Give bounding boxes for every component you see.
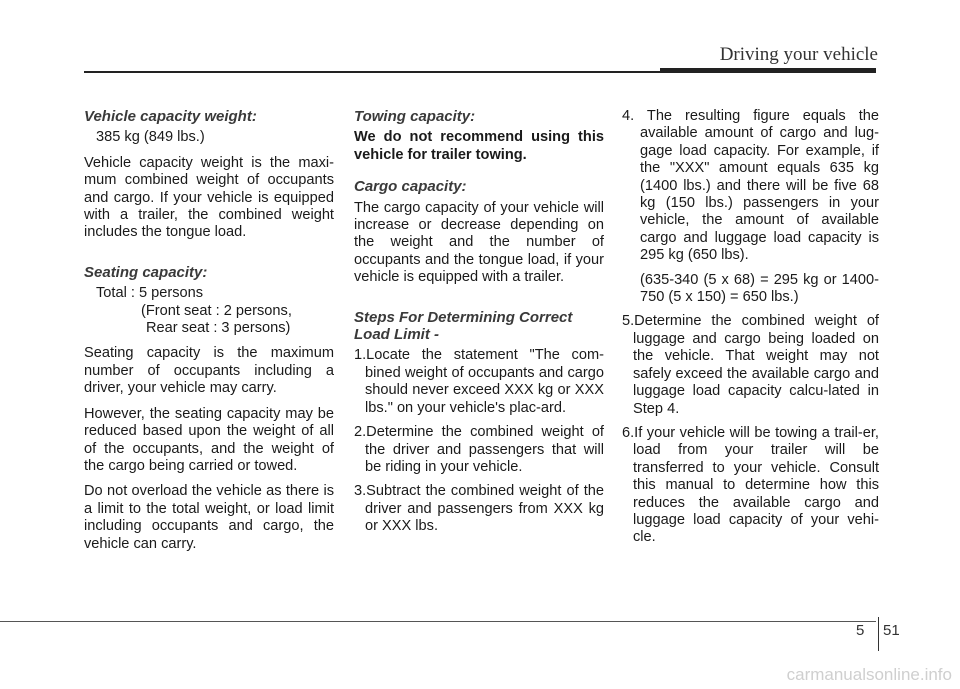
column-middle	[354, 108, 604, 543]
vehicle-capacity-value: 385 kg (849 lbs.)	[96, 129, 205, 146]
step-1: 1.Locate the statement "The com-bined weight of occupants and cargo should never exceed XXX kg or XXX lbs." on your vehicle's plac-ard.	[354, 347, 604, 416]
seating-rear: Rear seat : 3 persons)	[146, 320, 291, 337]
seating-paragraph-2: However, the seating capacity may be reduced based upon the weight of all of the occupants, and the weight of the cargo being carried or towed.	[84, 405, 334, 474]
cargo-capacity-heading: Cargo capacity:	[354, 178, 467, 196]
step-3: 3.Subtract the combined weight of the driver and passengers from XXX kg or XXX lbs.	[354, 483, 604, 535]
seating-capacity-heading: Seating capacity:	[84, 263, 208, 281]
page-number-separator	[878, 617, 879, 651]
towing-capacity-text: We do not recommend using this vehicle for trailer towing.	[354, 129, 604, 163]
seating-front: (Front seat : 2 persons,	[141, 302, 292, 319]
step-4-calculation: (635-340 (5 x 68) = 295 kg or 1400-750 (5 x 150) = 650 lbs.)	[640, 271, 879, 306]
watermark: carmanualsonline.info	[786, 665, 952, 684]
step-6: 6.If your vehicle will be towing a trail-er, load from your trailer will be transferred to your vehicle. Consult this manual to determine how this reduces the available cargo and luggage load capacity of your vehi-cle.	[622, 424, 879, 546]
section-header-title: Driving your vehicle	[719, 44, 878, 65]
vehicle-capacity-text: Vehicle capacity weight is the maxi-mum combined weight of occupants and cargo. If your vehicle is equipped with a trailer, the combined weight includes the tongue load.	[84, 154, 334, 241]
cargo-capacity-text: The cargo capacity of your vehicle will increase or decrease depending on the weight and the number of occupants and the tongue load, if your vehicle is equipped with a trailer.	[354, 199, 604, 286]
vehicle-capacity-heading: Vehicle capacity weight:	[84, 108, 257, 125]
section-number: 5	[856, 622, 865, 639]
column-left	[84, 108, 334, 561]
footer-divider	[0, 621, 876, 622]
seating-paragraph-1: Seating capacity is the maximum number of occupants including a driver, your vehicle may carry.	[84, 345, 334, 397]
seating-paragraph-3: Do not overload the vehicle as there is a limit to the total weight, or load limit including occupants and cargo, the vehicle can carry.	[84, 483, 334, 552]
seating-total: Total : 5 persons	[96, 285, 204, 302]
header-accent-bar	[660, 68, 876, 73]
column-right	[622, 108, 879, 554]
page-number: 51	[883, 622, 900, 639]
steps-heading: Steps For Determining Correct Load Limit -	[354, 308, 573, 344]
step-5: 5.Determine the combined weight of luggage and cargo being loaded on the vehicle. That weight may not safely exceed the available cargo and luggage load capacity calcu-lated in Step 4.	[622, 313, 879, 417]
step-4: 4. The resulting figure equals the available amount of cargo and lug-gage load capacity. For example, if the "XXX" amount equals 635 kg (1400 lbs.) and there will be five 68 kg (150 lbs.) passengers in your vehicle, the amount of available cargo and luggage load capacity is 295 kg (650 lbs).	[622, 108, 879, 264]
step-2: 2.Determine the combined weight of the driver and passengers that will be riding in your vehicle.	[354, 424, 604, 475]
towing-capacity-heading: Towing capacity:	[354, 108, 476, 125]
